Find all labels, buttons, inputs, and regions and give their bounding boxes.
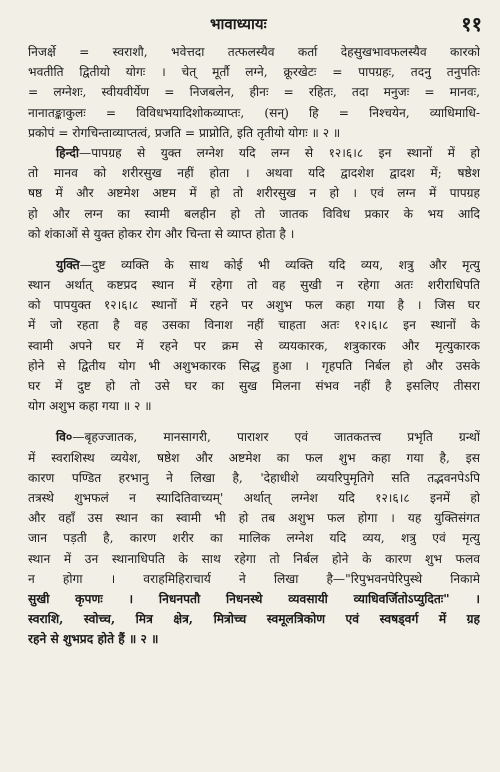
page-number: ११ [461, 12, 482, 36]
text-line: भवतीति द्वितीयो योगः । चेत् मूर्तौ लग्ने, क्रूरखेटः = पापग्रहः, तदनु तनुपतिः [28, 65, 480, 80]
text-line [28, 143, 480, 163]
text-line: स्वामी अपने घर में रहने पर क्रम से व्ययकारक, शत्रुकारक और मृत्युकारक [28, 338, 480, 353]
chapter-title: भावाध्यायः [210, 15, 267, 33]
text-line: हो और लग्न का स्वामी बलहीन हो तो जातक विविध प्रकार के भय आदि [28, 206, 480, 221]
text-line: कारण पण्डित हरभानु ने लिखा है, 'देहाधीशे व्ययरिपुमृतिगे सति तद्भवनपेऽपि [28, 470, 480, 485]
text-line: षष्ठ में और अष्टमेश अष्टम में हो तो शरीरसुख न हो । एवं लग्न में पापग्रह [28, 186, 480, 201]
text-line: तो मानव को शरीरसुख नहीं होता । अथवा यदि द्वादशेश द्वादश में; षष्ठेश [28, 166, 480, 181]
text-line: = लग्नेशः, स्वीयवीर्येण = निजबलेन, हीनः = रहितः, तदा मनुजः = मानवः, [28, 85, 480, 100]
sanskrit-commentary [28, 42, 480, 143]
yukti-reasoning [28, 255, 480, 417]
text-line: सुखी कृपणः । निधनपतौ निधनस्थे व्यवसायी व्याधिवर्जितोऽप्युदितः" । [28, 591, 480, 606]
text-line [28, 255, 480, 275]
text-line: स्वराशि, स्वोच्च, मित्र क्षेत्र, मित्रोच्च स्वमूलत्रिकोण एवं स्वषड्वर्ग में ग्रह [28, 612, 480, 627]
text-line: और वहाँ उस स्थान का स्वामी भी हो तब अशुभ फल होगा । यह युक्तिसंगत [28, 511, 480, 526]
text-line: में जो रहता है वह उसका विनाश नहीं चाहता अतः १२।६।८ इन स्थानों के [28, 318, 480, 333]
vishesh-note [28, 427, 480, 649]
body-text [28, 42, 480, 649]
page-header [0, 10, 500, 40]
hindi-translation [28, 143, 480, 244]
paragraph-gap [28, 244, 480, 255]
paragraph-label: युक्ति [56, 257, 80, 272]
text-line: स्थान में उन स्थानाधिपति के साथ रहेगा तो निर्बल होने के कारण शुभ फलव [28, 551, 480, 566]
text-line: जान पड़ती है, कारण शरीर का मालिक लग्नेश यदि व्यय, शत्रु एवं मृत्यु [28, 531, 480, 546]
text-line: निजर्क्षे = स्वराशौ, भवेत्तदा तत्फलस्यैव कर्ता देहसुखभावफलस्यैव कारको [28, 45, 480, 59]
text-line: होने से द्वितीय योग भी अशुभकारक सिद्ध हुआ । गृहपति निर्बल हो और उसके [28, 358, 480, 373]
paragraph-gap [28, 416, 480, 427]
text-line: स्थान अर्थात् कष्टप्रद स्थान में रहेगा तो वह सुखी न रहेगा अतः शरीराधिपति [28, 278, 480, 293]
paragraph-label: वि० [56, 430, 73, 445]
text-line: को पापयुक्त १२।६।८ स्थानों में रहने पर अशुभ फल कहा गया है । जिस घर [28, 298, 480, 313]
text-line: योग अशुभ कहा गया ॥ २ ॥ [28, 399, 152, 414]
text-line: में स्वराशिस्थ व्ययेश, षष्ठेश और अष्टमेश का फल शुभ कहा गया है, इस [28, 450, 480, 465]
text-line: न होगा । वराहमिहिराचार्य ने लिखा है—"रिपुभवनपेरिपुस्थे निकामे [28, 571, 480, 586]
text-run: —दुष्ट व्यक्ति के साथ कोई भी व्यक्ति यदि व्यय, शत्रु और मृत्यु [79, 257, 480, 272]
text-line: नानातङ्काकुलः = विविधभयादिशोकव्याप्तः, (सन्) हि = निश्चयेन, व्याधिमाधि- [28, 105, 480, 120]
text-line: रहने से शुभप्रद होते हैं ॥ २ ॥ [28, 632, 159, 647]
text-line: प्रकोपं = रोगचिन्ताव्याप्तत्वं, प्रजति = प्राप्नोति, इति तृतीयो योगः ॥ २ ॥ [28, 125, 341, 140]
text-run: —बृहज्जातक, मानसागरी, पाराशर एवं जातकतत्त्व प्रभृति ग्रन्थों [72, 430, 480, 445]
text-line: घर में दुष्ट हो तो उसे घर का सुख मिलना संभव नहीं है इसलिए तीसरा [28, 379, 480, 393]
text-line: को शंकाओं से युक्त होकर रोग और चिन्ता से व्याप्त होता है । [28, 226, 295, 241]
text-line: तत्रस्थे शुभफलं न स्यादितिवाच्यम्' अर्थात् लग्नेश यदि १२।६।८ इनमें हो [28, 490, 480, 505]
text-line [28, 427, 480, 447]
paragraph-label: हिन्दी [56, 145, 80, 160]
text-run: —पापग्रह से युक्त लग्नेश यदि लग्न से १२।६।८ इन स्थानों में हो [79, 145, 480, 160]
